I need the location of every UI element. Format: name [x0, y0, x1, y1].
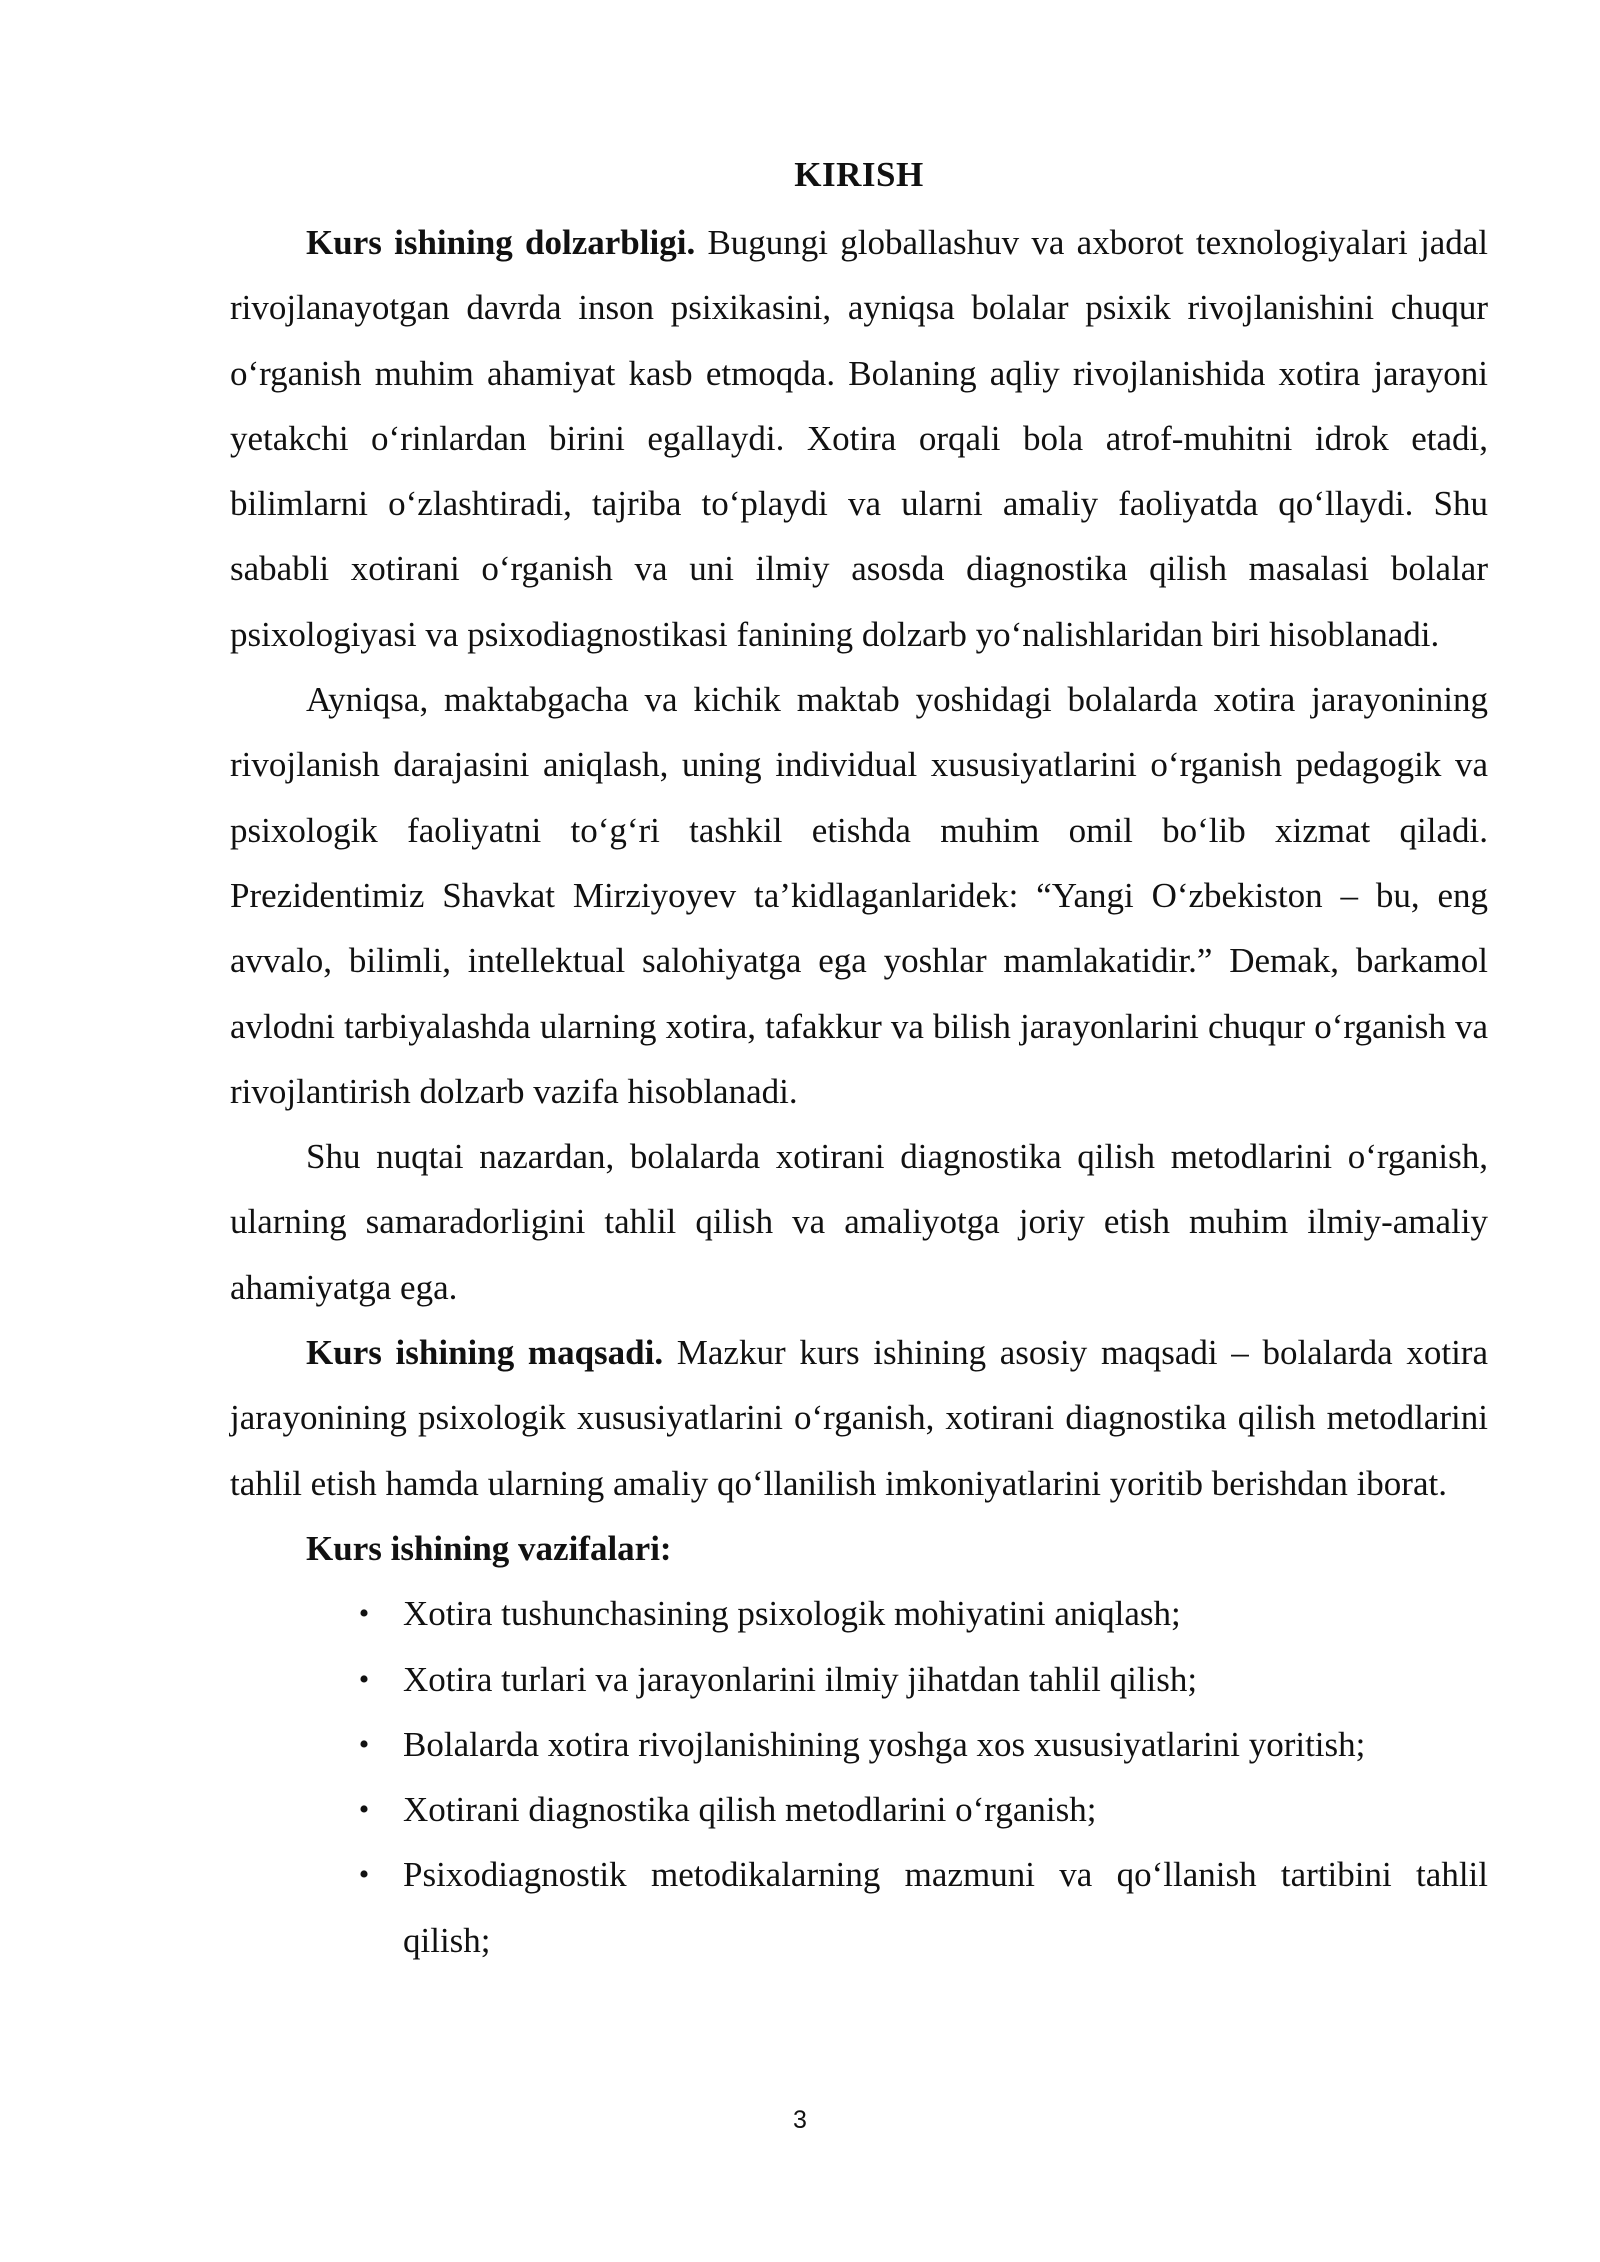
bullet-icon: •	[358, 1662, 370, 1696]
list-item-text: Bolalarda xotira rivojlanishining yoshga xos xususiyatlarini yoritish;	[403, 1724, 1366, 1764]
bullet-icon: •	[358, 1858, 370, 1892]
list-item	[230, 1581, 1488, 1646]
tasks-list	[230, 1581, 1488, 1973]
bullet-icon: •	[358, 1793, 370, 1827]
tasks-heading: Kurs ishining vazifalari:	[306, 1528, 672, 1568]
paragraph-text: Ayniqsa, maktabgacha va kichik maktab yoshidagi bolalarda xotira jarayonining rivojlanish darajasini aniqlash, uning individual xususiyatlarini o‘rganish pedagogik va psixologik faoliyatni to‘g‘ri tashkil etishda muhim omil bo‘lib xizmat qiladi. Prezidentimiz Shavkat Mirziyoyev ta’kidlaganlaridek: “Yangi O‘zbekiston – bu, eng avvalo, bilimli, intellektual salohiyatga ega yoshlar mamlakatidir.” Demak, barkamol avlodni tarbiyalashda ularning xotira, tafakkur va bilish jarayonlarini chuqur o‘rganish va rivojlantirish dolzarb vazifa hisoblanadi.	[230, 680, 1488, 1111]
paragraph-relevance	[230, 210, 1488, 667]
list-item	[230, 1647, 1488, 1712]
paragraph-lead: Kurs ishining dolzarbligi.	[306, 223, 696, 262]
list-item-text: Xotirani diagnostika qilish metodlarini o‘rganish;	[403, 1790, 1097, 1830]
paragraph-body	[230, 1124, 1488, 1320]
list-item-text: Psixodiagnostik metodikalarning mazmuni va qo‘llanish tartibini tahlil qilish;	[403, 1855, 1488, 1960]
section-title: KIRISH	[794, 155, 924, 194]
bullet-icon: •	[358, 1727, 370, 1761]
list-item-text: Xotira tushunchasining psixologik mohiyatini aniqlash;	[403, 1594, 1181, 1634]
paragraph-text: Shu nuqtai nazardan, bolalarda xotirani diagnostika qilish metodlarini o‘rganish, ularning samaradorligini tahlil qilish va amaliyotga joriy etish muhim ilmiy-amaliy ahamiyatga ega.	[230, 1137, 1488, 1307]
paragraph-text: Bugungi globallashuv va axborot texnologiyalari jadal rivojlanayotgan davrda inson psixikasini, ayniqsa bolalar psixik rivojlanishini chuqur o‘rganish muhim ahamiyat kasb etmoqda. Bolaning aqliy rivojlanishida xotira jarayoni yetakchi o‘rinlardan birini egallaydi. Xotira orqali bola atrof-muhitni idrok etadi, bilimlarni o‘zlashtiradi, tajriba to‘playdi va ularni amaliy faoliyatda qo‘llaydi. Shu sababli xotirani o‘rganish va uni ilmiy asosda diagnostika qilish masalasi bolalar psixologiyasi va psixodiagnostikasi fanining dolzarb yo‘nalishlaridan biri hisoblanadi.	[230, 223, 1489, 654]
list-item	[230, 1712, 1488, 1777]
paragraph-goal	[230, 1320, 1488, 1516]
document-page	[230, 148, 1488, 1973]
list-item	[230, 1842, 1488, 1973]
paragraph-body	[230, 667, 1488, 1124]
page-number: 3	[793, 2106, 807, 2134]
list-item-text: Xotira turlari va jarayonlarini ilmiy jihatdan tahlil qilish;	[403, 1659, 1198, 1699]
list-item	[230, 1777, 1488, 1842]
bullet-icon: •	[358, 1597, 370, 1631]
paragraph-text: Mazkur kurs ishining asosiy maqsadi – bolalarda xotira jarayonining psixologik xususiyatlarini o‘rganish, xotirani diagnostika qilish metodlarini tahlil etish hamda ularning amaliy qo‘llanilish imkoniyatlarini yoritib berishdan iborat.	[230, 1333, 1488, 1503]
paragraph-lead: Kurs ishining maqsadi.	[306, 1333, 664, 1373]
